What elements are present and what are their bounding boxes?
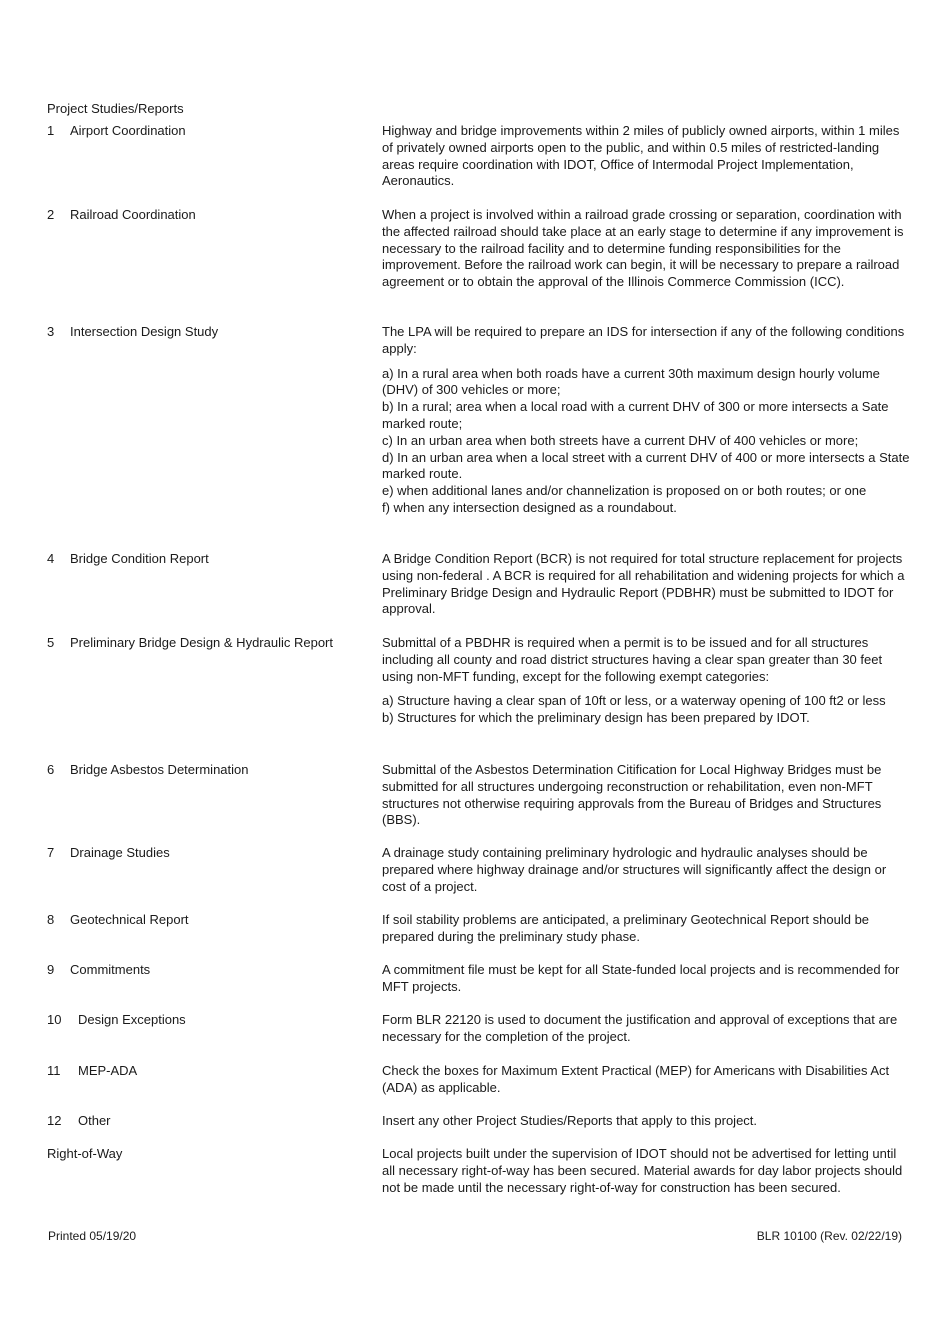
item-description bbox=[382, 1113, 912, 1130]
subitem-text: c) In an urban area when both streets have a current DHV of 400 vehicles or more; bbox=[382, 432, 859, 448]
item-number: 3 bbox=[47, 324, 55, 339]
item-label-asbestos bbox=[47, 762, 367, 779]
description-text: Submittal of the Asbestos Determination Citification for Local Highway Bridges must be submitted for all structures undergoing reconstruction or rehabilitation, even non-MFT structures not otherwise requiring approvals from the Bureau of Bridges and Structures (BBS). bbox=[382, 762, 882, 828]
item-label: Railroad Coordination bbox=[70, 207, 196, 222]
item-label-commitments bbox=[47, 962, 367, 979]
description-text: Local projects built under the supervision of IDOT should not be advertised for letting until all necessary right-of-way has been secured. Material awards for day labor projects should not be made until the necessary right-of-way for construction has been secured. bbox=[382, 1146, 903, 1195]
item-label: Commitments bbox=[70, 962, 151, 977]
subitem-text: a) Structure having a clear span of 10ft or less, or a waterway opening of 100 ft2 or less bbox=[382, 693, 886, 709]
subitem-text: b) In a rural; area when a local road with a current DHV of 300 or more intersects a Sate marked route; bbox=[382, 399, 889, 431]
item-label: Design Exceptions bbox=[78, 1012, 186, 1027]
item-description bbox=[382, 324, 912, 517]
section-title: Project Studies/Reports bbox=[47, 101, 184, 116]
item-number: 11 bbox=[47, 1063, 61, 1078]
description-text: When a project is involved within a railroad grade crossing or separation, coordination with the affected railroad should take place at an early stage to determine if any improvement is necessary to the railroad facility and to determine funding responsibilities for the improvement. Before the railroad work can begin, it will be necessary to prepare a railroad agreement or to obtain the approval of the Illinois Commerce Commission (ICC). bbox=[382, 207, 904, 290]
item-number: 7 bbox=[47, 845, 55, 860]
description-text: Submittal of a PBDHR is required when a permit is to be issued and for all structures including all county and road district structures having a clear span greater than 30 feet using non-MFT funding, except for the following exempt categories: bbox=[382, 635, 883, 684]
item-number: 10 bbox=[47, 1012, 62, 1027]
description-text: A drainage study containing preliminary hydrologic and hydraulic analyses should be prepared where highway drainage and/or structures will significantly affect the design or cost of a project. bbox=[382, 845, 887, 894]
description-text: Highway and bridge improvements within 2 miles of publicly owned airports, within 1 miles of privately owned airports open to the public, and within 0.5 miles of restricted-landing areas require coordination with IDOT, Office of Intermodal Project Implementation, Aeronautics. bbox=[382, 123, 900, 189]
subitem-text: d) In an urban area when a local street with a current DHV of 400 or more intersects a State marked route. bbox=[382, 449, 910, 482]
row-description bbox=[382, 1146, 912, 1196]
item-label: Preliminary Bridge Design & Hydraulic Report bbox=[70, 635, 333, 650]
item-label-drainage bbox=[47, 845, 367, 862]
description-text: Check the boxes for Maximum Extent Practical (MEP) for Americans with Disabilities Act (ADA) as applicable. bbox=[382, 1063, 890, 1095]
item-label-other bbox=[47, 1113, 367, 1130]
description-text: Form BLR 22120 is used to document the justification and approval of exceptions that are necessary for the completion of the project. bbox=[382, 1012, 898, 1044]
subitem-text: a) In a rural area when both roads have a current 30th maximum design hourly volume (DHV) of 300 vehicles or more; bbox=[382, 365, 880, 398]
item-number: 8 bbox=[47, 912, 55, 927]
item-label: Intersection Design Study bbox=[70, 324, 219, 339]
item-label: Airport Coordination bbox=[70, 123, 186, 138]
item-description bbox=[382, 1063, 912, 1097]
item-description bbox=[382, 962, 912, 996]
item-number: 6 bbox=[47, 762, 55, 777]
item-label-railroad bbox=[47, 207, 367, 224]
form-number: BLR 10100 (Rev. 02/22/19) bbox=[756, 1229, 902, 1243]
item-number: 2 bbox=[47, 207, 55, 222]
item-number: 1 bbox=[47, 123, 55, 138]
item-description bbox=[382, 845, 912, 895]
description-text: If soil stability problems are anticipated, a preliminary Geotechnical Report should be prepared during the preliminary study phase. bbox=[382, 912, 870, 944]
item-description bbox=[382, 762, 912, 829]
item-label: Drainage Studies bbox=[70, 845, 170, 860]
item-label-intersection bbox=[47, 324, 367, 341]
item-description bbox=[382, 1012, 912, 1046]
subitem-text: f) when any intersection designed as a roundabout. bbox=[382, 499, 677, 515]
description-text: The LPA will be required to prepare an IDS for intersection if any of the following conditions apply: bbox=[382, 324, 905, 356]
item-label-geotechnical bbox=[47, 912, 367, 929]
item-number: 9 bbox=[47, 962, 55, 977]
item-description bbox=[382, 635, 912, 727]
item-description bbox=[382, 123, 912, 190]
item-label: Other bbox=[78, 1113, 111, 1128]
item-label-design-exceptions bbox=[47, 1012, 367, 1029]
item-label-pbdhr bbox=[47, 635, 367, 652]
description-text: A commitment file must be kept for all State-funded local projects and is recommended for MFT projects. bbox=[382, 962, 900, 994]
item-number: 12 bbox=[47, 1113, 62, 1128]
item-description bbox=[382, 551, 912, 618]
item-number: 4 bbox=[47, 551, 55, 566]
subitem-text: e) when additional lanes and/or channelization is proposed on or both routes; or one bbox=[382, 483, 867, 499]
item-label: MEP-ADA bbox=[78, 1063, 138, 1078]
item-label: Geotechnical Report bbox=[70, 912, 189, 927]
description-text: Insert any other Project Studies/Reports that apply to this project. bbox=[382, 1113, 758, 1128]
item-label-airport bbox=[47, 123, 367, 140]
row-label: Right-of-Way bbox=[47, 1146, 123, 1161]
item-description bbox=[382, 207, 912, 291]
item-description bbox=[382, 912, 912, 946]
printed-date: Printed 05/19/20 bbox=[48, 1229, 137, 1243]
subitem-text: b) Structures for which the preliminary design has been prepared by IDOT. bbox=[382, 710, 810, 726]
item-label-mep-ada bbox=[47, 1063, 367, 1080]
item-label-bcr bbox=[47, 551, 367, 568]
item-number: 5 bbox=[47, 635, 55, 650]
item-label: Bridge Asbestos Determination bbox=[70, 762, 249, 777]
description-text: A Bridge Condition Report (BCR) is not required for total structure replacement for projects using non-federal . A BCR is required for all rehabilitation and widening projects for which a Preliminary Bridge Design and Hydraulic Report (PDBHR) must be submitted to IDOT for approval. bbox=[382, 551, 905, 617]
item-label: Bridge Condition Report bbox=[70, 551, 209, 566]
